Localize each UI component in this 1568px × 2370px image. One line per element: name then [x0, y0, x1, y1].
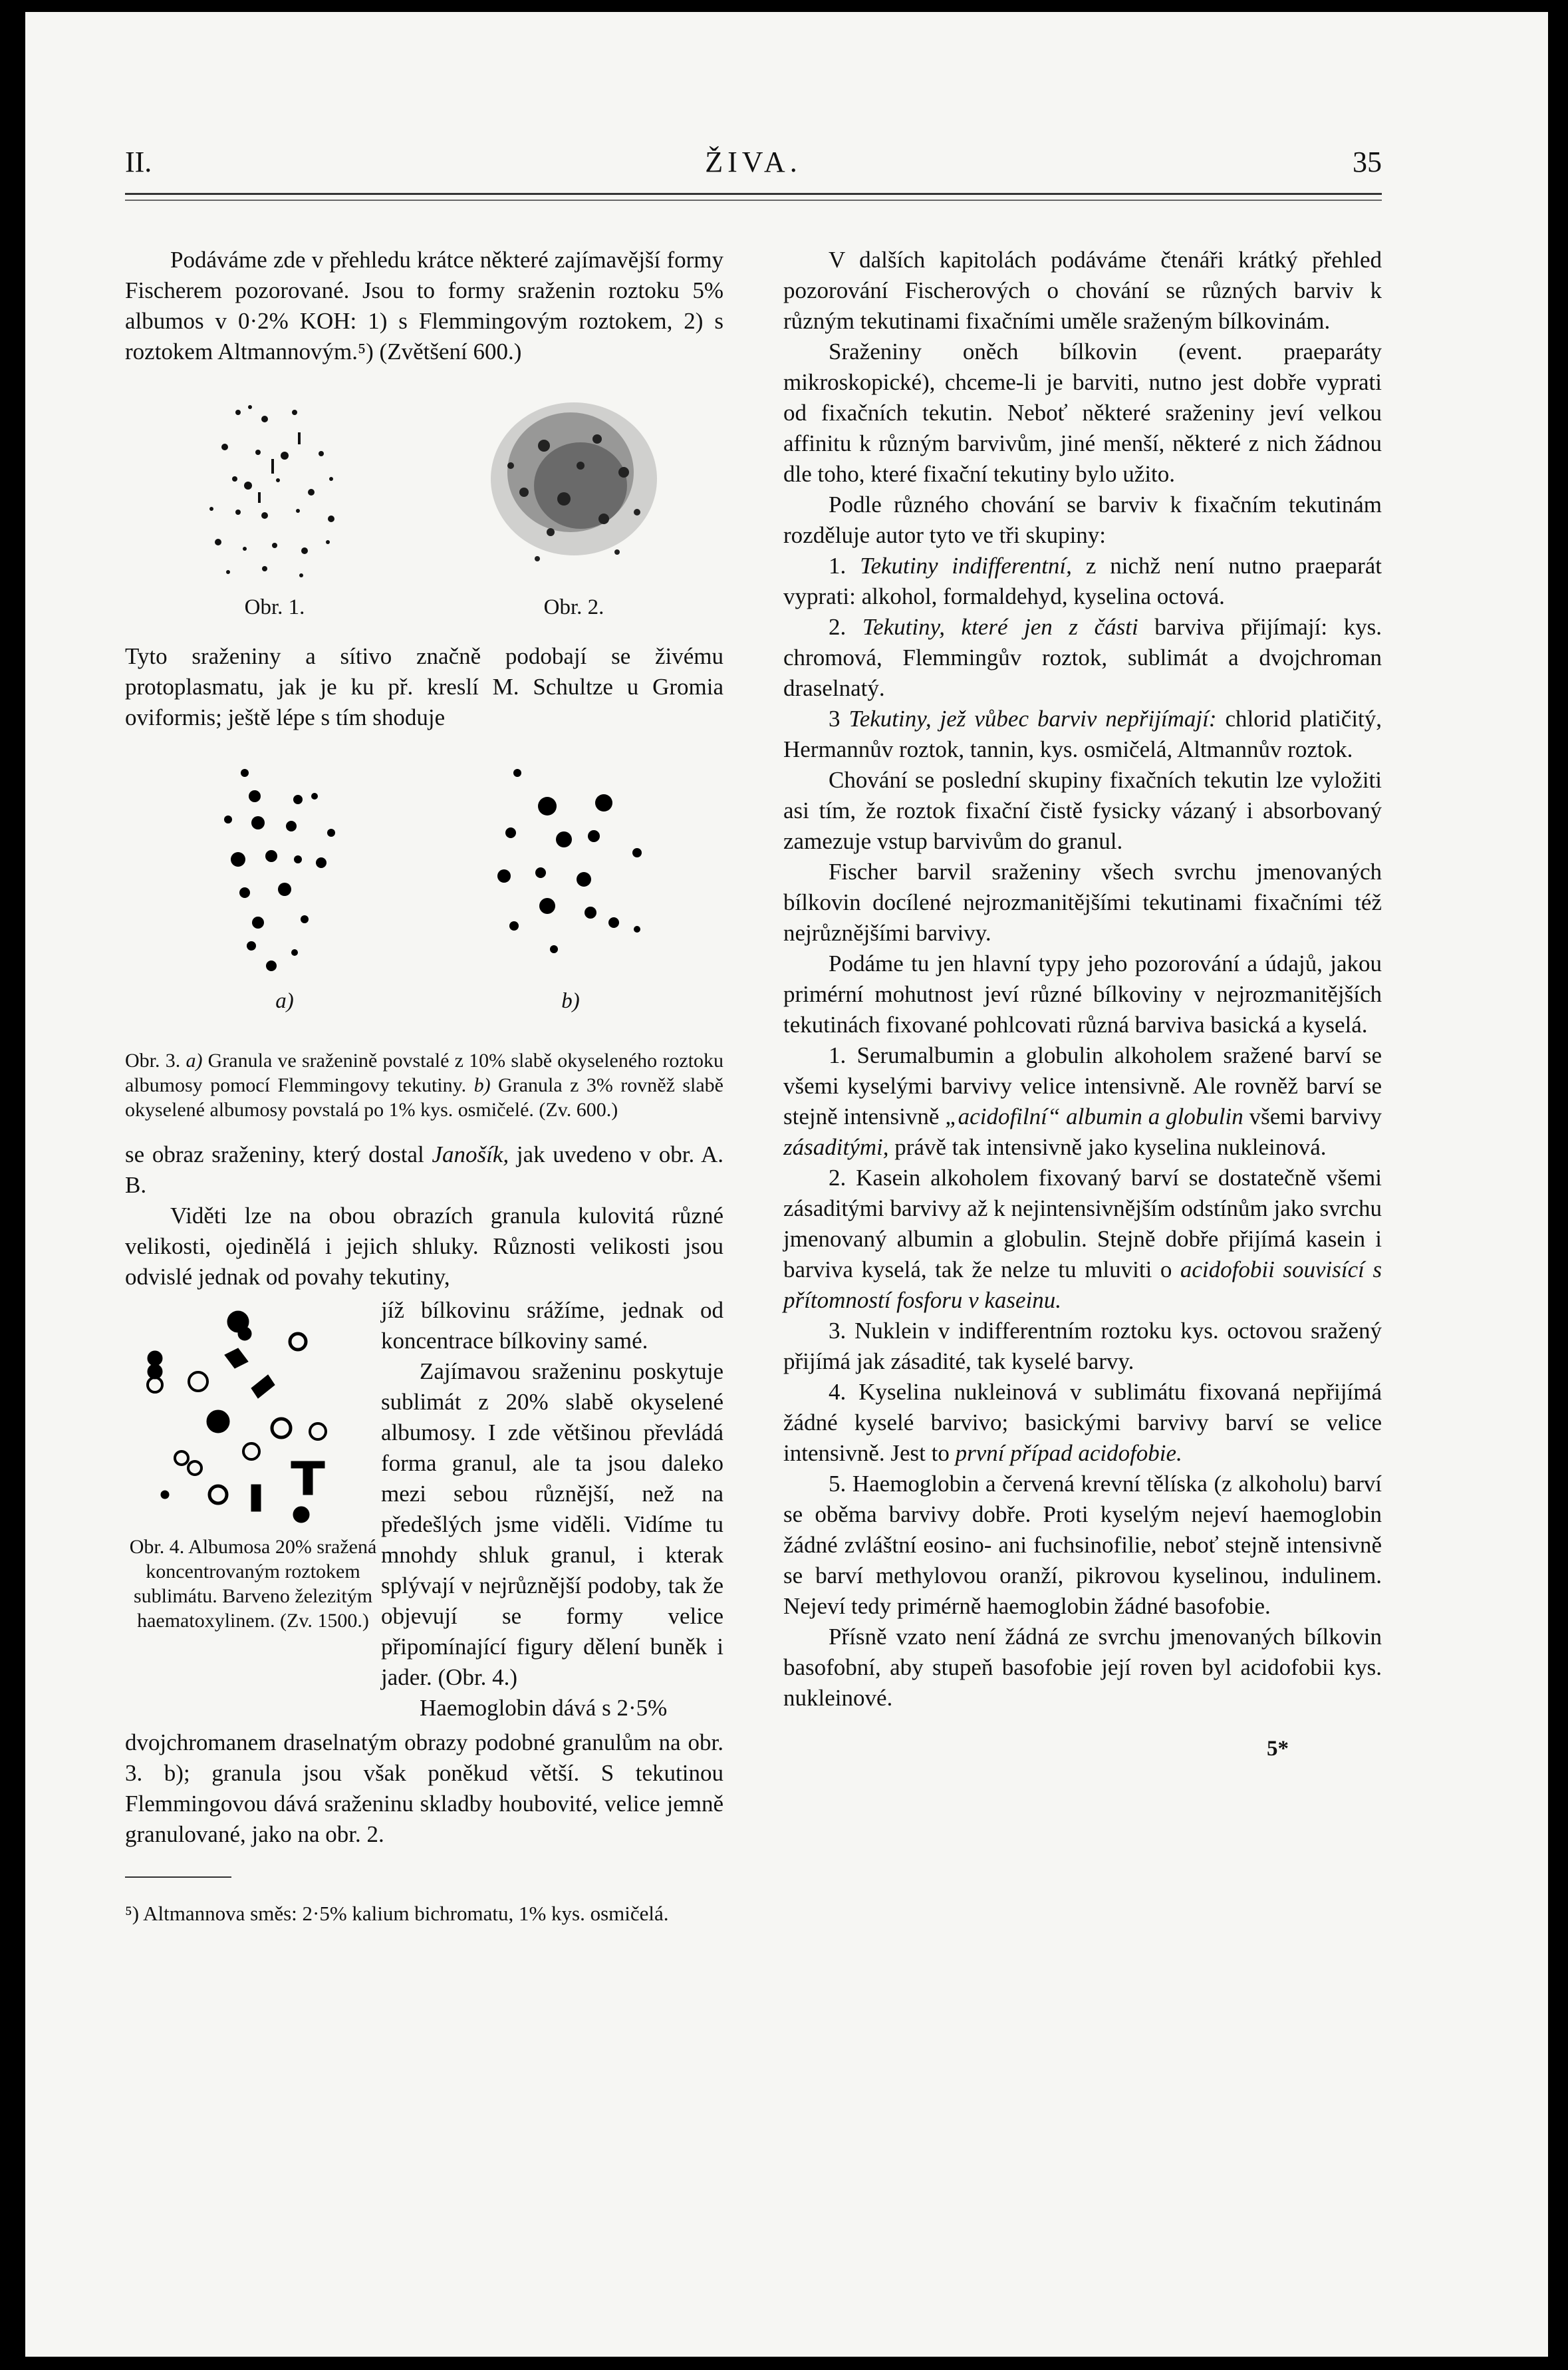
figure-1-label: Obr. 1. [244, 595, 305, 619]
paragraph-granules-cont: jíž bílkovinu srážíme, jednak od koncentrace bílkoviny samé. [381, 1297, 723, 1354]
group-3-number: 3 [829, 706, 841, 732]
figure-3-caption [125, 1048, 723, 1122]
footnote-rule [125, 1876, 231, 1878]
item-1-italic-2: zásaditými, [783, 1134, 889, 1160]
signature-mark: 5* [1267, 1737, 1289, 1761]
group-3 [783, 704, 1382, 765]
header-rule-thin [125, 200, 1382, 201]
figure-3 [125, 760, 723, 1039]
figure-3-caption-mid: Granula ve sraženině povstalé z 10% slabě okyseleného roztoku albumosy pomocí Flemmingovy tekutiny. [125, 1050, 724, 1096]
paragraph-fischer: Fischer barvil sraženiny všech svrchu jmenovaných bílkovin docílené nejrozmanitějšími tekutinami fixačními též nejrůznějšími barvivy. [783, 859, 1382, 946]
paragraph-haemoglobin: dvojchromanem draselnatým obrazy podobné granulům na obr. 3. b); granula jsou však poněkud větší. S tekutinou Flemmingovou dává sraženinu skladby houbovité, velice jemně granulované, jako na obr. 2. [125, 1729, 723, 1847]
page-sheet [25, 12, 1548, 2357]
page-content [125, 145, 1382, 2294]
group-2-number: 2. [829, 614, 847, 640]
paragraph-last-group: Chování se poslední skupiny fixačních tekutin lze vyložiti asi tím, že roztok fixační čistě fysicky vázaný i absorbovaný zamezuje vstup barvivům do granul. [783, 767, 1382, 854]
author-janosik: Janošík, [432, 1141, 509, 1167]
group-3-text: chlorid platičitý, Hermannův roztok, tannin, kys. osmičelá, Altmannův roztok. [783, 706, 1382, 762]
volume-number: II. [125, 146, 152, 178]
item-2 [783, 1163, 1382, 1316]
group-2-text: barviva přijímají: kys. chromová, Flemmingův roztok, sublimát a dvojchroman draselnatý. [783, 614, 1382, 701]
journal-title: ŽIVA. [705, 146, 802, 178]
group-1 [783, 551, 1382, 612]
figure-4 [125, 1295, 381, 1707]
header-rule [125, 193, 1382, 195]
figure-3-caption-b: b) [473, 1074, 491, 1096]
figure-4-caption: Obr. 4. Albumosa 20% sražená koncentrovaným roztokem sublimátu. Barveno železitým haematoxylinem. (Zv. 1500.) [129, 1536, 377, 1632]
figure-3a-granules [198, 760, 371, 986]
figure-2-label: Obr. 2. [543, 595, 604, 619]
paragraph-haemoglobin-start: Haemoglobin dává s 2·5% [420, 1695, 668, 1721]
item-1-italic-1: „acidofilní“ albumin a globulin [945, 1104, 1243, 1129]
intro-paragraph: Podáváme zde v přehledu krátce některé zajímavější formy Fischerem pozorované. Jsou to formy sraženin roztoku 5% albumos v 0·2% KOH: 1) s Flemmingovým roztokem, 2) s roztokem Altmannovým.⁵) (Zvětšení 600.) [125, 247, 723, 365]
paragraph-janosik-start: se obraz sraženiny, který dostal [125, 1141, 424, 1167]
item-3: 3. Nuklein v indifferentním roztoku kys. octovou sražený přijímá jak zásadité, tak kyselé barvy. [783, 1318, 1382, 1374]
footnote-altmann: ⁵) Altmannova směs: 2·5% kalium bichromatu, 1% kys. osmičelá. [125, 1902, 669, 1925]
item-2-italic: acidofobii souvisící s přítomností fosforu v kaseinu. [783, 1257, 1382, 1313]
group-2-title: Tekutiny, které jen z části [862, 614, 1138, 640]
figure-2 [464, 392, 684, 623]
figure-4-block [125, 1295, 723, 1727]
figure-3-caption-end: Granula z 3% rovněž slabě okyselené albumosy povstalá po 1% kys. osmičelé. (Zv. 600.) [125, 1074, 723, 1121]
figure-3b-granules [484, 760, 657, 986]
paragraph-janosik-end: jak uvedeno v obr. A. B. [125, 1141, 724, 1198]
group-1-title: Tekutiny indifferentní, [860, 553, 1072, 579]
figure-4-granules [125, 1295, 344, 1535]
paragraph-types: Podáme tu jen hlavní typy jeho pozorování a údajů, jakou primérní mohutnost jeví různé bílkoviny v nejrozmanitějších tekutinách fixované pohlcovati různá barviva basická a kyselá. [783, 951, 1382, 1038]
figure-3b [484, 760, 657, 1016]
paragraph-basophobia: Přísně vzato není žádná ze svrchu jmenovaných bílkovin basofobní, aby stupeň basofobie její roven byl acidofobii kys. nukleinové. [783, 1624, 1382, 1711]
group-3-title: Tekutiny, jež vůbec barviv nepřijímají: [849, 706, 1217, 732]
running-header [125, 145, 1382, 188]
paragraph-granules: Viděti lze na obou obrazích granula kulovitá různé velikosti, ojedinělá i jejich shluky. Různosti velikosti jsou odvislé jednak od povahy tekutiny, [125, 1203, 723, 1290]
figure-3-caption-a: a) [186, 1050, 203, 1072]
item-1 [783, 1040, 1382, 1163]
figure-4-wrap-text [381, 1295, 723, 1723]
paragraph-overview: V dalších kapitolách podáváme čtenáři krátký přehled pozorování Fischerových o chování se různých barviv k různým tekutinami fixačními uměle sraženým bílkovinám. [783, 247, 1382, 334]
figure-3-caption-lead: Obr. 3. [125, 1050, 181, 1072]
figures-1-2 [125, 392, 723, 632]
figure-3b-label: b) [561, 989, 580, 1013]
paragraph-washing: Sraženiny oněch bílkovin (event. praeparáty mikroskopické), chceme-li je barviti, nutno jest dobře vyprati od fixačních tekutin. Neboť některé sraženiny jeví velkou affinitu k různým barvivům, jiné menší, některé z nich žádnou dle toho, které fixační tekutiny bylo užito. [783, 339, 1382, 487]
paragraph-groups: Podle různého chování se barviv k fixačním tekutinám rozděluje autor tyto ve tři skupiny: [783, 492, 1382, 548]
group-1-number: 1. [829, 553, 847, 579]
item-4-italic: první případ acidofobie. [955, 1440, 1182, 1466]
item-1-mid: všemi barvivy [1249, 1104, 1382, 1129]
item-1-end: právě tak intensivně jako kyselina nukleinová. [894, 1134, 1327, 1160]
right-column [783, 245, 1382, 2240]
figure-3a-label: a) [275, 989, 294, 1013]
paragraph-sublimate: Zajímavou sraženinu poskytuje sublimát z 20% slabě okyselené albumosy. I zde většinou převládá forma granul, ale ta jsou daleko mezi sebou různější, než na předešlých jsme viděli. Vidíme tu mnohdy shluk granul, i kterak splývají v nejrůznější podoby, tak že objevují se formy velice připomínající figury dělení buněk i jader. (Obr. 4.) [381, 1358, 723, 1690]
item-5: 5. Haemoglobin a červená krevní tělíska (z alkoholu) barví se oběma barvivy dobře. Proti kyselým nejeví haemoglobin žádné zvláštní eosino- ani fuchsinofilie, neboť stejně intensivně se barví methylovou oranží, pikrovou kyselinou, indulinem. Nejeví tedy primérně haemoglobin žádné basofobie. [783, 1471, 1382, 1619]
group-2 [783, 612, 1382, 704]
figure-2-network [464, 392, 684, 592]
left-column [125, 245, 723, 2240]
paragraph-protoplasm: Tyto sraženiny a sítivo značně podobají se živému protoplasmatu, jak je ku př. kreslí M. Schultze u Gromia oviformis; ještě lépe s tím shoduje [125, 643, 723, 730]
group-1-text: z nichž není nutno praeparát vyprati: alkohol, formaldehyd, kyselina octová. [783, 553, 1382, 609]
item-1-start: 1. Serumalbumin a globulin alkoholem sražené barví se všemi kyselými barvivy velice intensivně. Ale rovněž barví se stejně intensivně [783, 1042, 1382, 1129]
paragraph-janosik [125, 1139, 723, 1201]
item-4 [783, 1377, 1382, 1469]
page-number: 35 [1353, 146, 1382, 178]
figure-1 [165, 392, 384, 623]
item-2-start: 2. Kasein alkoholem fixovaný barví se dostatečně všemi zásaditými barvivy až k nejintensivnějším odstínům jako svrchu jmenovaný albumin a globulin. Stejně dobře přijímá kasein i barviva kyselá, tak že nelze tu mluviti o [783, 1165, 1382, 1282]
item-4-start: 4. Kyselina nukleinová v sublimátu fixovaná nepřijímá žádné kyselé barvivo; basickými barvivy barví se velice intensivně. Jest to [783, 1379, 1382, 1466]
figure-3a [198, 760, 371, 1016]
figure-1-granules [165, 392, 384, 592]
